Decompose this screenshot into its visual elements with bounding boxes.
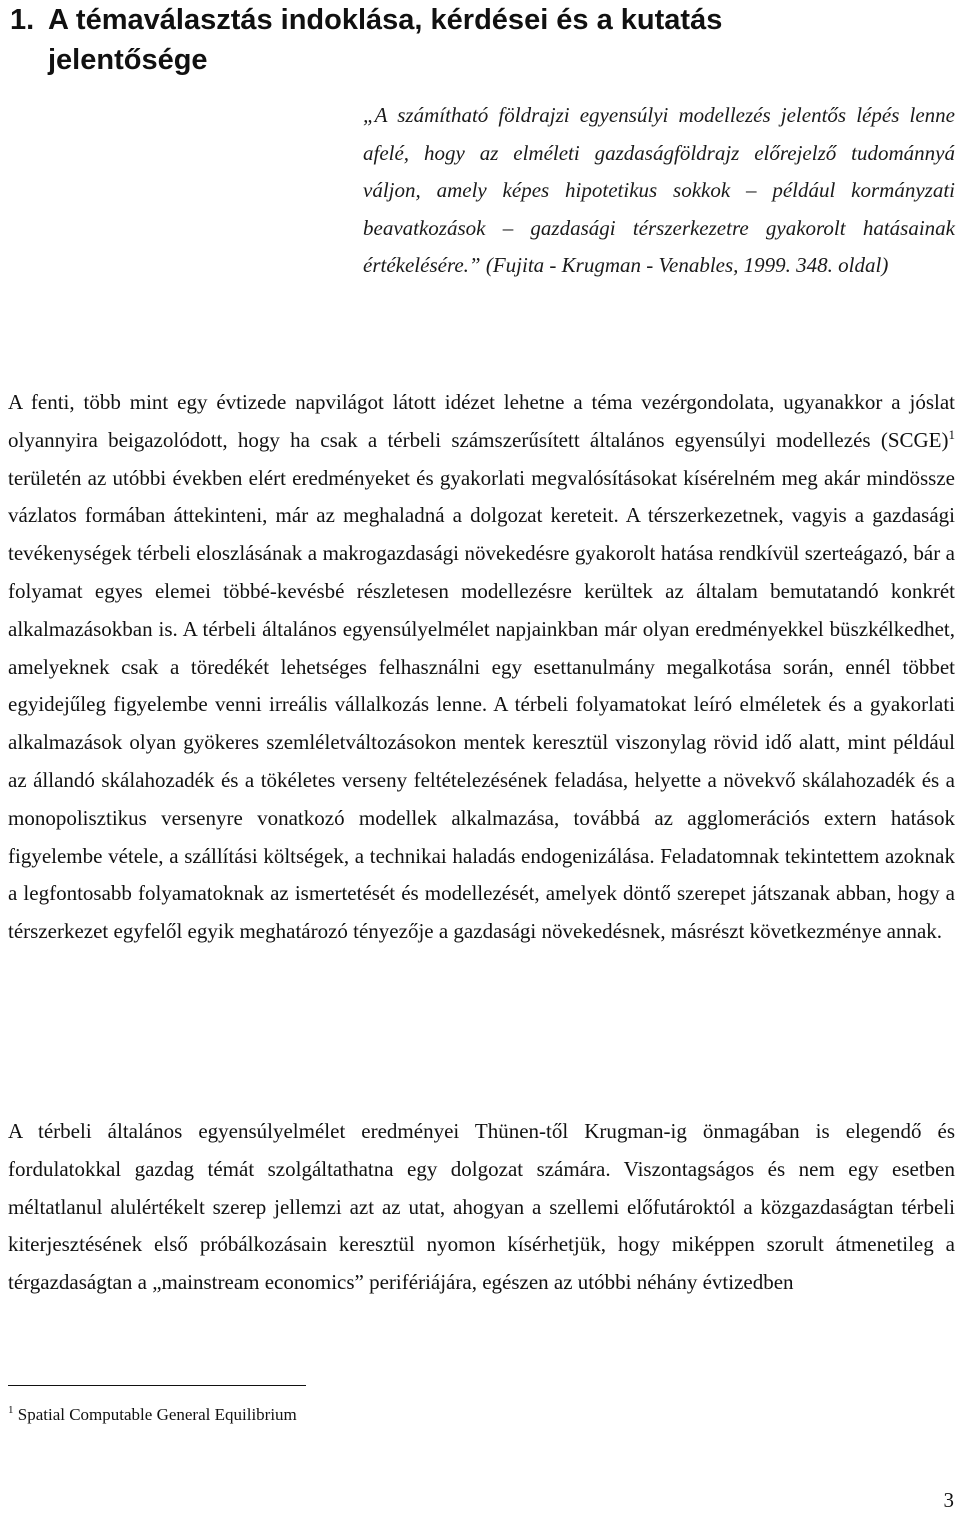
footnote-reference[interactable]: 1 — [948, 426, 955, 442]
body-paragraph-2 — [8, 1113, 955, 1302]
footnote-separator — [8, 1385, 306, 1386]
epigraph-citation: (Fujita - Krugman - Venables, 1999. 348. oldal) — [485, 253, 889, 277]
footnote-marker: 1 — [8, 1404, 14, 1416]
footnote — [8, 1403, 297, 1427]
section-heading — [10, 0, 910, 80]
section-title-line2: jelentősége — [48, 44, 208, 76]
section-title-line1: A témaválasztás indoklása, kérdései és a kutatás — [48, 4, 723, 36]
epigraph-text: „A számítható földrajzi egyensúlyi modellezés jelentős lépés lenne afelé, hogy az elméleti gazdaságföldrajz előrejelző tudománnyá váljon, amely képes hipotetikus sokkok – például kormányzati beavatkozások – gazdasági térszerkezetre gyakorolt hatásainak értékelésére.” — [363, 103, 955, 277]
paragraph-1-text-start: A fenti, több mint egy évtizede napvilágot látott idézet lehetne a téma vezérgondolata, ugyanakkor a jóslat olyannyira beigazolódott, hogy ha csak a térbeli számszerűsített általános egyensúlyi modellezés (SCGE) — [8, 390, 955, 452]
body-paragraph-1 — [8, 384, 955, 951]
page-number: 3 — [943, 1488, 954, 1512]
footnote-text: Spatial Computable General Equilibrium — [13, 1405, 297, 1424]
epigraph-quote — [363, 97, 955, 285]
section-number: 1. — [10, 4, 35, 36]
paragraph-2-text: A térbeli általános egyensúlyelmélet eredményei Thünen-től Krugman-ig önmagában is elegendő és fordulatokkal gazdag témát szolgáltathatna egy dolgozat számára. Viszontagságos és nem egy esetben méltatlanul alulértékelt szerep jellemzi azt az utat, ahogyan a szellemi előfutároktól a közgazdaságtan térbeli kiterjesztésének első próbálkozásain keresztül nyomon kísérhetjük, hogy miképpen szorult átmenetileg a térgazdaságtan a „mainstream economics” perifériájára, egészen az utóbbi néhány évtizedben — [8, 1119, 955, 1295]
paragraph-1-text-end: területén az utóbbi években elért eredményeket és gyakorlati megvalósításokat kísérelném meg akár mindössze vázlatos formában áttekinteni, már az meghaladná a dolgozat kereteit. A térszerkezetnek, vagyis a gazdasági tevékenységek térbeli eloszlásának a makrogazdasági növekedésre gyakorolt hatása rendkívül szerteágazó, bár a folyamat egyes elemei többé-kevésbé részletesen modellezésre kerültek az általam bemutatandó konkrét alkalmazásokban is. A térbeli általános egyensúlyelmélet napjainkban már olyan eredményekkel büszkélkedhet, amelyeknek csak a töredékét lehetséges felhasználni egy esettanulmány megalkotása során, ennél többet egyidejűleg figyelembe venni irreális vállalkozás lenne. A térbeli folyamatokat leíró elméletek és a gyakorlati alkalmazások olyan gyökeres szemléletváltozásokon mentek keresztül viszonylag rövid idő alatt, mint például az állandó skálahozadék és a tökéletes verseny feltételezésének feladása, helyette a növekvő skálahozadék és a monopolisztikus versenyre vonatkozó modellek alkalmazása, továbbá az agglomerációs extern hatások figyelembe vétele, a szállítási költségek, a technikai haladás endogenizálása. Feladatomnak tekintettem azoknak a legfontosabb folyamatoknak az ismertetését és modellezését, amelyek döntő szerepet játszanak abban, hogy a térszerkezet egyfelől egyik meghatározó tényezője a gazdasági növekedésnek, másrészt következménye annak. — [8, 465, 955, 944]
